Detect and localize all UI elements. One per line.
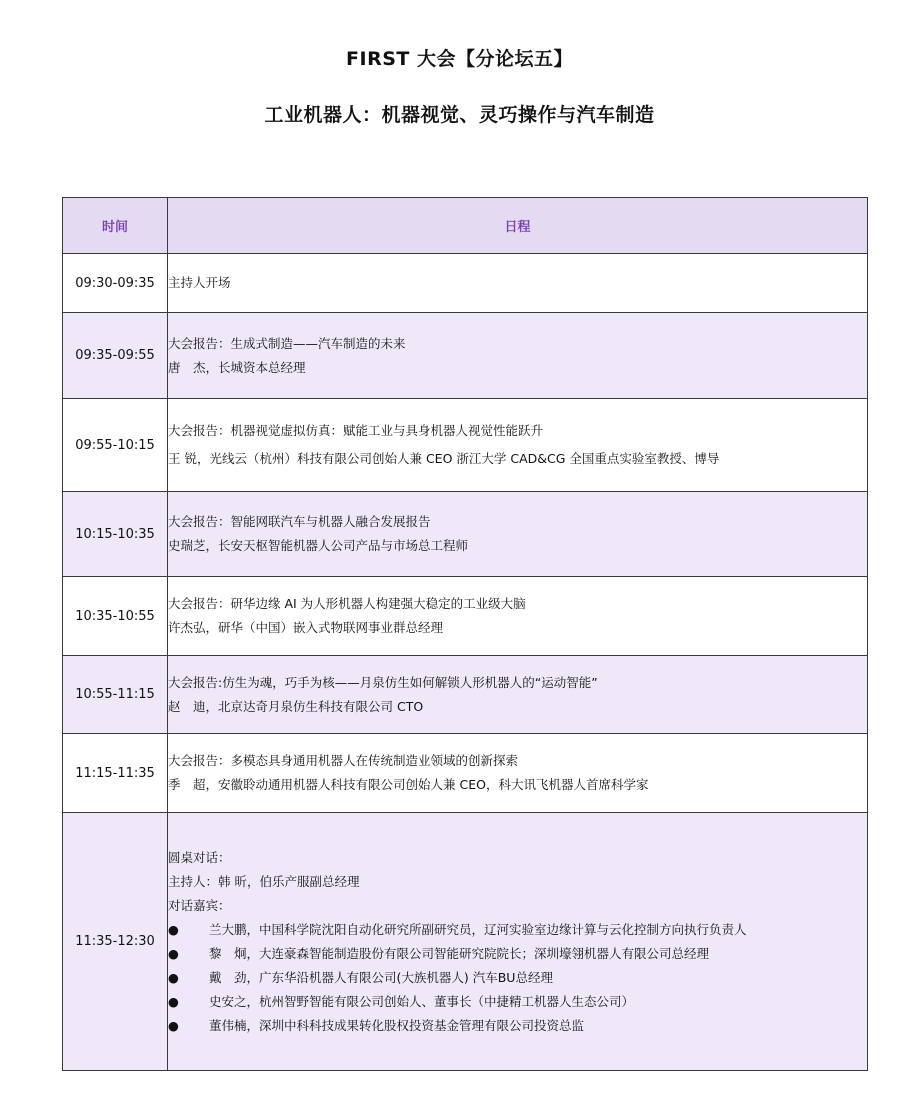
guest-text: 戴 劲，广东华沿机器人有限公司(大族机器人) 汽车BU总经理 (209, 969, 553, 985)
table-row (63, 656, 868, 734)
guest-item (168, 1014, 867, 1038)
row-schedule (168, 734, 868, 813)
row-time: 10:55-11:15 (63, 656, 168, 734)
guest-item (168, 990, 867, 1014)
row-schedule (168, 492, 868, 577)
page-subtitle: 工业机器人：机器视觉、灵巧操作与汽车制造 (264, 104, 655, 126)
speaker: 唐 杰，长城资本总经理 (168, 359, 306, 375)
row-schedule (168, 577, 868, 656)
row-schedule (168, 313, 868, 399)
row-schedule (168, 254, 868, 313)
talk-title: 大会报告：智能网联汽车与机器人融合发展报告 (168, 514, 431, 529)
speaker: 季 超，安徽聆动通用机器人科技有限公司创始人兼 CEO，科大讯飞机器人首席科学家 (168, 777, 649, 792)
table-header-row (63, 198, 868, 254)
talk-title: 大会报告：研华边缘 AI 为人形机器人构建强大稳定的工业级大脑 (168, 596, 526, 611)
roundtable-host: 主持人：韩 昕，伯乐产服副总经理 (168, 873, 360, 889)
table-row-roundtable (63, 813, 868, 1071)
row-time: 11:35-12:30 (63, 813, 168, 1071)
guest-item (168, 918, 867, 942)
speaker: 史瑞芝，长安天枢智能机器人公司产品与市场总工程师 (168, 538, 469, 553)
table-row (63, 492, 868, 577)
talk-title: 大会报告：生成式制造——汽车制造的未来 (168, 335, 406, 351)
table-row (63, 254, 868, 313)
guest-item (168, 942, 867, 966)
header-schedule: 日程 (168, 198, 868, 254)
schedule-table (62, 197, 868, 1071)
talk-title: 大会报告：机器视觉虚拟仿真：赋能工业与具身机器人视觉性能跃升 (168, 423, 544, 438)
row-time: 09:30-09:35 (63, 254, 168, 313)
row-time: 09:55-10:15 (63, 399, 168, 492)
table-row (63, 577, 868, 656)
bullet-icon: ● (168, 921, 179, 937)
bullet-icon: ● (168, 993, 179, 1009)
header-time: 时间 (63, 198, 168, 254)
speaker: 王 锐，光线云（杭州）科技有限公司创始人兼 CEO 浙江大学 CAD&CG 全国重点实验室教授、博导 (168, 451, 720, 466)
speaker: 许杰弘，研华（中国）嵌入式物联网事业群总经理 (168, 620, 444, 635)
guest-text: 黎 炯，大连豪森智能制造股份有限公司智能研究院院长；深圳壕翎机器人有限公司总经理 (209, 945, 710, 961)
guest-text: 董伟楠，深圳中科科技成果转化股权投资基金管理有限公司投资总监 (209, 1017, 585, 1033)
row-time: 11:15-11:35 (63, 734, 168, 813)
row-schedule (168, 813, 868, 1071)
bullet-icon: ● (168, 969, 179, 985)
row-time: 10:15-10:35 (63, 492, 168, 577)
guest-item (168, 966, 867, 990)
row-schedule (168, 656, 868, 734)
table-row (63, 734, 868, 813)
talk-title: 大会报告:仿生为魂，巧手为核——月泉仿生如何解锁人形机器人的“运动智能” (168, 674, 598, 690)
roundtable-guests-label: 对话嘉宾： (168, 897, 231, 913)
guest-text: 史安之，杭州智野智能有限公司创始人、董事长（中捷精工机器人生态公司） (209, 993, 635, 1009)
talk-title: 大会报告：多模态具身通用机器人在传统制造业领域的创新探索 (168, 753, 519, 768)
row-time: 09:35-09:55 (63, 313, 168, 399)
row-schedule (168, 399, 868, 492)
speaker: 赵 迪，北京达奇月泉仿生科技有限公司 CTO (168, 698, 424, 714)
table-row (63, 399, 868, 492)
guest-text: 兰大鹏，中国科学院沈阳自动化研究所副研究员，辽河实验室边缘计算与云化控制方向执行负责人 (209, 921, 747, 937)
row-time: 10:35-10:55 (63, 577, 168, 656)
table-row (63, 313, 868, 399)
bullet-icon: ● (168, 945, 179, 961)
schedule-line: 主持人开场 (168, 275, 231, 290)
page-title: FIRST 大会【分论坛五】 (346, 48, 573, 70)
roundtable-heading: 圆桌对话： (168, 849, 231, 865)
bullet-icon: ● (168, 1017, 179, 1033)
